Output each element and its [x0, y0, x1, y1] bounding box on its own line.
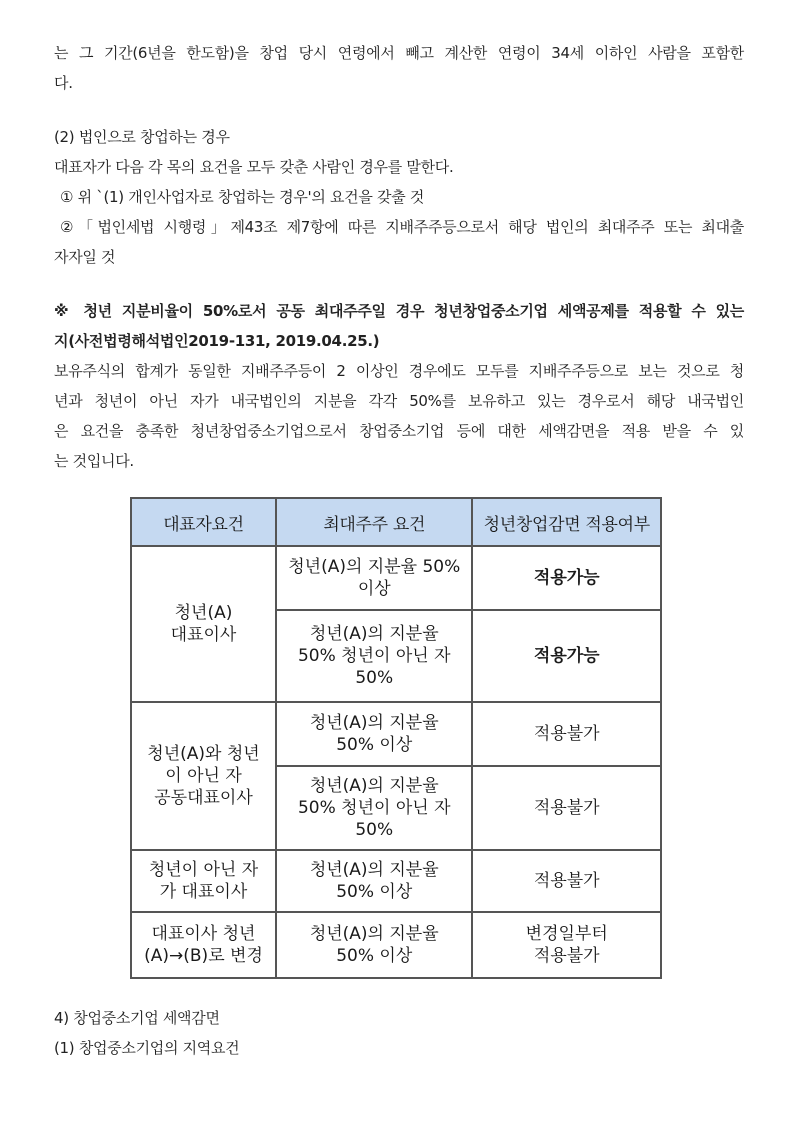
table-row: [131, 702, 661, 766]
table-row: [131, 546, 661, 610]
cell-line: 청년(A)의 지분율: [309, 776, 439, 796]
applicability-cell: [472, 546, 661, 610]
table-header-row: [131, 498, 661, 546]
cell-line: 적용불가: [533, 724, 600, 744]
table-row: [131, 850, 661, 912]
cell-line: 청년(A)의 지분율: [309, 713, 439, 733]
holder-requirement-cell: [276, 702, 472, 766]
header-representative: 대표자요건: [131, 498, 276, 546]
holder-requirement-cell: [276, 766, 472, 850]
cell-line: 적용가능: [533, 568, 600, 588]
rep-requirement-cell: [131, 850, 276, 912]
cell-line: 이 아닌 자: [165, 766, 242, 786]
note-heading: ※ 청년 지분비율이 50%로서 공동 최대주주일 경우 청년창업중소기업 세액공제를 적용할 수 있는: [54, 302, 744, 320]
cell-line: 대표이사 청년: [151, 924, 256, 944]
cell-line: 변경일부터: [525, 924, 608, 944]
cell-line: 50% 청년이 아닌 자: [297, 798, 451, 818]
cell-line: 적용가능: [533, 646, 600, 666]
cell-line: (A)→(B)로 변경: [144, 946, 263, 966]
cell-line: 청년(A)의 지분율: [309, 624, 439, 644]
holder-requirement-cell: [276, 850, 472, 912]
subsection-heading: (1) 창업중소기업의 지역요건: [54, 1039, 240, 1057]
note-heading-continuation: 지(사전법령해석법인2019-131, 2019.04.25.): [54, 332, 380, 350]
cell-line: 청년(A)의 지분율: [309, 924, 439, 944]
applicability-cell: [472, 912, 661, 978]
document-body: [54, 38, 744, 476]
eligibility-table: [130, 497, 662, 979]
applicability-cell: [472, 610, 661, 702]
cell-line: 50% 이상: [336, 735, 413, 755]
list-item: ②「법인세법 시행령」제43조 제7항에 따른 지배주주등으로서 해당 법인의 최대주주 또는 최대출: [60, 218, 744, 236]
applicability-cell: [472, 766, 661, 850]
cell-line: 50%: [355, 820, 394, 840]
document-footer-section: [54, 1003, 744, 1063]
applicability-cell: [472, 850, 661, 912]
note-text: 보유주식의 합계가 동일한 지배주주등이 2 이상인 경우에도 모두를 지배주주등으로 보는 것으로 청: [54, 362, 744, 380]
header-applicability: 청년창업감면 적용여부: [472, 498, 661, 546]
cell-line: 청년(A)와 청년: [147, 744, 260, 764]
rep-requirement-cell: [131, 912, 276, 978]
note-text: 년과 청년이 아닌 자가 내국법인의 지분을 각각 50%를 보유하고 있는 경우로서 해당 내국법인: [54, 392, 744, 410]
rep-requirement-cell: [131, 546, 276, 702]
eligibility-table-wrapper: [130, 497, 662, 979]
cell-line: 이상: [357, 579, 391, 599]
paragraph-line: 다.: [54, 74, 73, 92]
holder-requirement-cell: [276, 610, 472, 702]
cell-line: 청년(A): [174, 603, 233, 623]
holder-requirement-cell: [276, 912, 472, 978]
rep-requirement-cell: [131, 702, 276, 850]
cell-line: 가 대표이사: [159, 882, 248, 902]
table-row: [131, 912, 661, 978]
header-major-shareholder: 최대주주 요건: [276, 498, 472, 546]
applicability-cell: [472, 702, 661, 766]
cell-line: 대표이사: [170, 625, 237, 645]
cell-line: 50% 청년이 아닌 자: [297, 646, 451, 666]
paragraph-line: 대표자가 다음 각 목의 요건을 모두 갖춘 사람인 경우를 말한다.: [54, 158, 454, 176]
list-item: ① 위 `(1) 개인사업자로 창업하는 경우'의 요건을 갖출 것: [60, 188, 425, 206]
note-text: 은 요건을 충족한 청년창업중소기업으로서 창업중소기업 등에 대한 세액감면을 적용 받을 수 있: [54, 422, 744, 440]
cell-line: 50% 이상: [336, 946, 413, 966]
cell-line: 적용불가: [533, 798, 600, 818]
note-text: 는 것입니다.: [54, 452, 134, 470]
cell-line: 적용불가: [533, 871, 600, 891]
cell-line: 청년(A)의 지분율 50%: [288, 557, 461, 577]
cell-line: 청년이 아닌 자: [148, 860, 259, 880]
cell-line: 50% 이상: [336, 882, 413, 902]
holder-requirement-cell: [276, 546, 472, 610]
section-heading: 4) 창업중소기업 세액감면: [54, 1009, 220, 1027]
cell-line: 공동대표이사: [154, 788, 253, 808]
paragraph-line: 는 그 기간(6년을 한도함)을 창업 당시 연령에서 빼고 계산한 연령이 34세 이하인 사람을 포함한: [54, 44, 744, 62]
cell-line: 50%: [355, 668, 394, 688]
cell-line: 청년(A)의 지분율: [309, 860, 439, 880]
section-heading: (2) 법인으로 창업하는 경우: [54, 128, 230, 146]
cell-line: 적용불가: [533, 946, 600, 966]
list-item-continuation: 자자일 것: [54, 248, 116, 266]
